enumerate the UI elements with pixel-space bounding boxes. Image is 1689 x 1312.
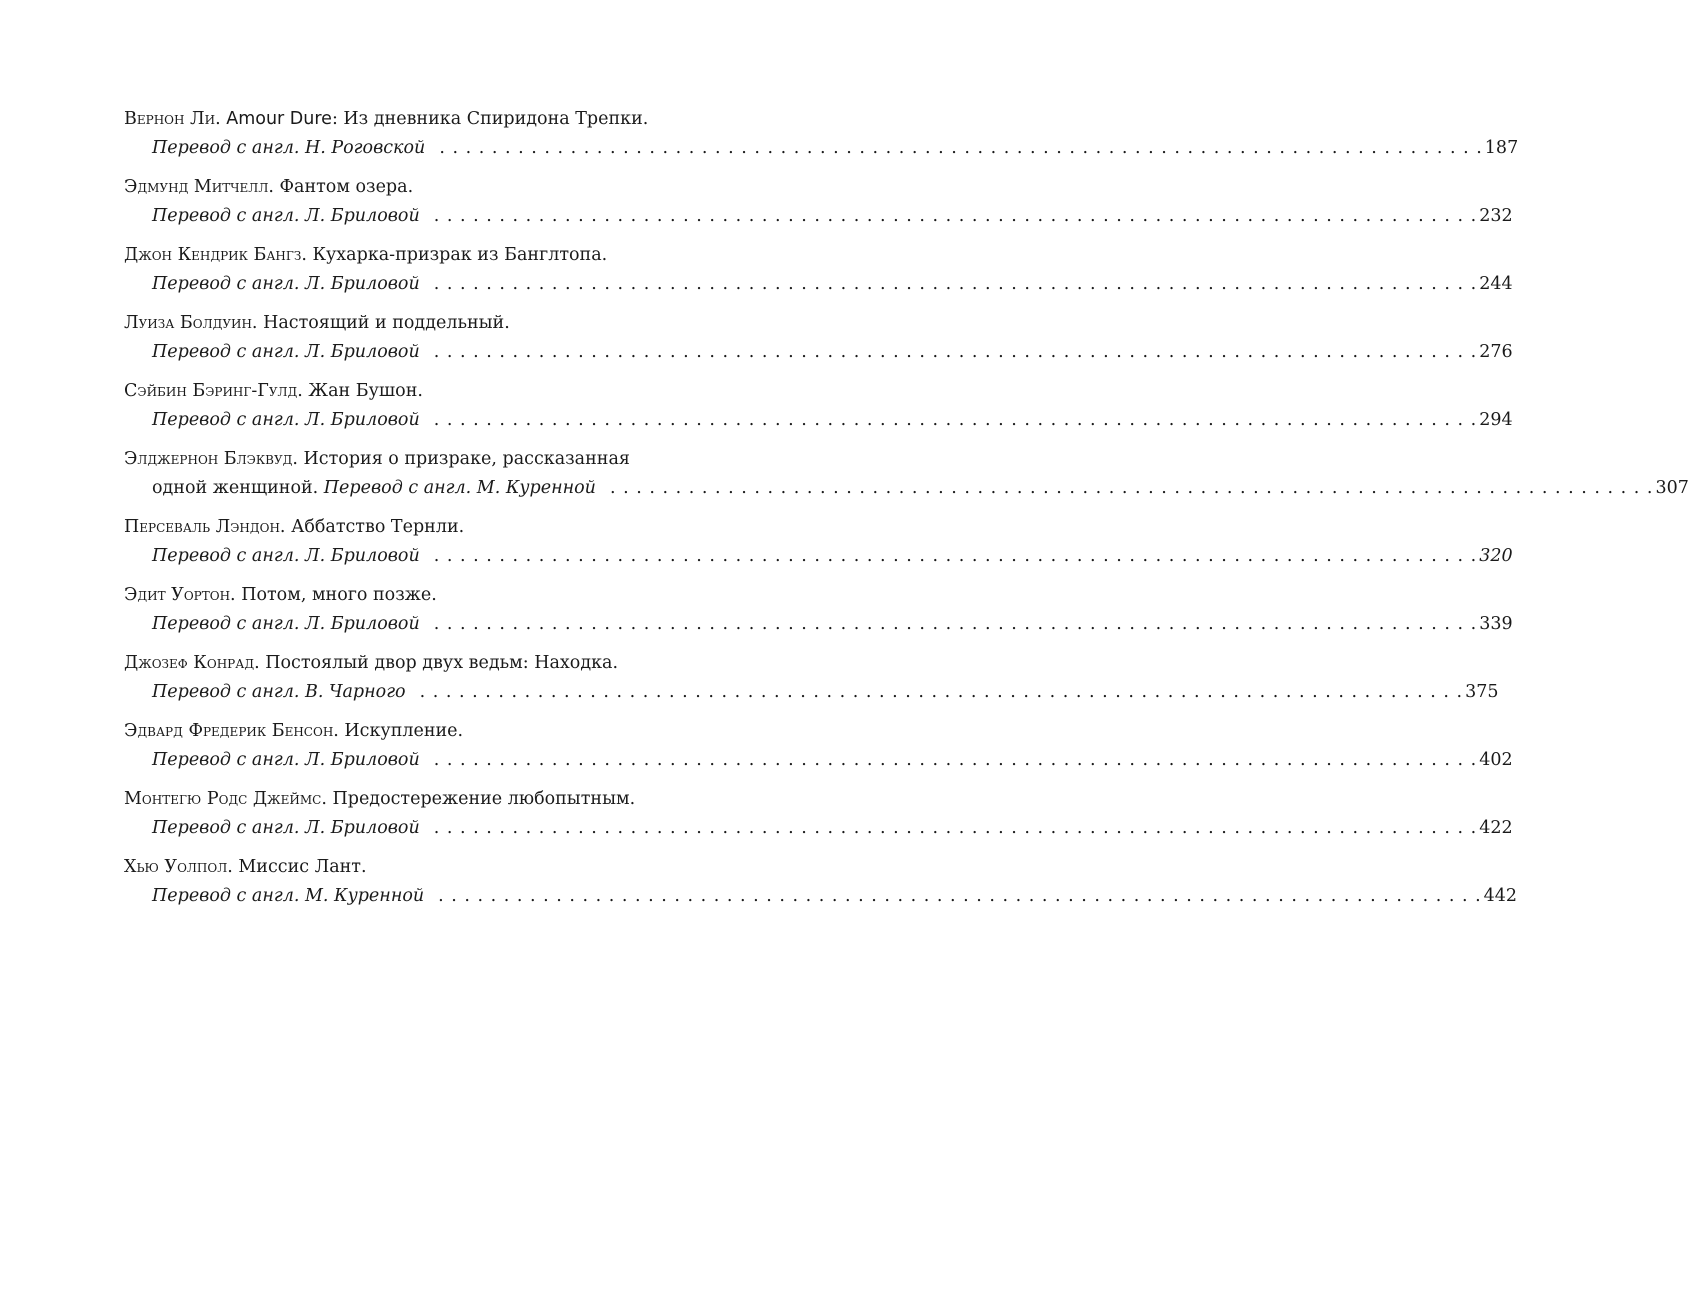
entry-translator-line: [124, 338, 1513, 366]
entry-translator-line: [124, 542, 1513, 570]
page-number: 402: [1479, 750, 1513, 770]
toc-entry: [124, 512, 1513, 580]
page-number: 276: [1479, 342, 1513, 362]
author-name: Персеваль Лэндон.: [124, 517, 286, 537]
dot-leader: . . . . . . . . . . . . . . . . . . . . . . . . . . . . . . . . . . . . . . . . . . . . . . . . . . . . . . . . . . . . . . . . . . . . . . . . . . . . . . . .: [419, 682, 1464, 702]
entry-heading: [124, 716, 761, 746]
toc-entry: [124, 308, 1513, 376]
story-title-part: Amour Dure: [226, 109, 332, 129]
story-title-continuation: одной женщиной.: [152, 478, 319, 498]
toc-entry: [124, 104, 1519, 172]
story-title: : Из дневника Спиридона Трепки.: [331, 109, 649, 129]
author-name: Хью Уолпол.: [124, 857, 233, 877]
story-title: История о призраке, рассказанная: [303, 449, 630, 469]
story-title: Искупление.: [344, 721, 464, 741]
entry-heading: [124, 784, 761, 814]
entry-translator-line: [124, 746, 1513, 774]
translator-credit: Перевод с англ. Л. Бриловой: [152, 546, 420, 566]
toc-entry: [124, 376, 1513, 444]
entry-translator-line: [124, 678, 1499, 706]
entry-heading: [124, 580, 761, 610]
page-number: 339: [1479, 614, 1513, 634]
entry-translator-line: [124, 134, 1519, 162]
translator-credit: Перевод с англ. М. Куренной: [152, 886, 425, 906]
story-title: Фантом озера.: [279, 177, 414, 197]
translator-credit: Перевод с англ. Л. Бриловой: [152, 274, 420, 294]
page-number: 294: [1479, 410, 1513, 430]
entry-translator-line: [124, 202, 1513, 230]
translator-credit: Перевод с англ. Л. Бриловой: [152, 342, 420, 362]
dot-leader: . . . . . . . . . . . . . . . . . . . . . . . . . . . . . . . . . . . . . . . . . . . . . . . . . . . . . . . . . . . . . . . . . . . . . . . . . . . . . . . .: [433, 818, 1478, 838]
entry-heading: [124, 240, 761, 270]
entry-heading: [124, 376, 761, 406]
dot-leader: . . . . . . . . . . . . . . . . . . . . . . . . . . . . . . . . . . . . . . . . . . . . . . . . . . . . . . . . . . . . . . . . . . . . . . . . . . . . . . . .: [433, 206, 1478, 226]
page-number: 320: [1479, 546, 1513, 566]
toc-entry: [124, 852, 1518, 920]
toc-entry: [124, 716, 1513, 784]
author-name: Сэйбин Бэринг-Гулд.: [124, 381, 303, 401]
story-title: Кухарка-призрак из Банглтопа.: [312, 245, 608, 265]
page-number: 375: [1465, 682, 1499, 702]
entry-heading: [124, 308, 761, 338]
entry-heading: [124, 172, 761, 202]
entry-heading: [124, 852, 761, 882]
author-name: Эдит Уортон.: [124, 585, 236, 605]
entry-translator-line: [124, 406, 1513, 434]
author-name: Элджернон Блэквуд.: [124, 449, 298, 469]
author-name: Эдвард Фредерик Бенсон.: [124, 721, 339, 741]
translator-credit: Перевод с англ. Л. Бриловой: [152, 410, 420, 430]
toc-entry: [124, 240, 1513, 308]
translator-credit: Перевод с англ. В. Чарного: [152, 682, 406, 702]
author-name: Луиза Болдуин.: [124, 313, 258, 333]
story-title: Потом, много позже.: [241, 585, 437, 605]
dot-leader: . . . . . . . . . . . . . . . . . . . . . . . . . . . . . . . . . . . . . . . . . . . . . . . . . . . . . . . . . . . . . . . . . . . . . . . . . . . . . . . .: [433, 614, 1478, 634]
toc-entry: [124, 444, 1689, 512]
entry-translator-line: [124, 610, 1513, 638]
author-name: Вернон Ли.: [124, 109, 221, 129]
entry-heading: [124, 648, 761, 678]
page-number: 422: [1479, 818, 1513, 838]
page-number: 442: [1483, 886, 1518, 906]
story-title: Настоящий и поддельный.: [263, 313, 510, 333]
dot-leader: . . . . . . . . . . . . . . . . . . . . . . . . . . . . . . . . . . . . . . . . . . . . . . . . . . . . . . . . . . . . . . . . . . . . . . . . . . . . . . . .: [433, 410, 1478, 430]
entry-translator-line: [124, 270, 1513, 298]
dot-leader: . . . . . . . . . . . . . . . . . . . . . . . . . . . . . . . . . . . . . . . . . . . . . . . . . . . . . . . . . . . . . . . . . . . . . . . . . . . . . . . .: [433, 546, 1478, 566]
story-title: Предостережение любопытным.: [332, 789, 636, 809]
dot-leader: . . . . . . . . . . . . . . . . . . . . . . . . . . . . . . . . . . . . . . . . . . . . . . . . . . . . . . . . . . . . . . . . . . . . . . . . . . . . . . . .: [609, 478, 1654, 498]
story-title: Аббатство Тернли.: [291, 517, 465, 537]
toc-entry: [124, 580, 1513, 648]
translator-credit: Перевод с англ. Н. Роговской: [152, 138, 426, 158]
author-name: Монтегю Родс Джеймс.: [124, 789, 327, 809]
entry-heading: [124, 444, 761, 474]
author-name: Эдмунд Митчелл.: [124, 177, 274, 197]
page-number: 232: [1479, 206, 1513, 226]
toc-entry: [124, 648, 1499, 716]
story-title: Жан Бушон.: [308, 381, 423, 401]
translator-credit: Перевод с англ. Л. Бриловой: [152, 206, 420, 226]
entry-translator-line: [124, 814, 1513, 842]
author-name: Джон Кендрик Бангз.: [124, 245, 307, 265]
page-number: 307: [1655, 478, 1689, 498]
translator-credit: Перевод с англ. Л. Бриловой: [152, 614, 420, 634]
translator-credit: Перевод с англ. М. Куренной: [323, 478, 596, 498]
dot-leader: . . . . . . . . . . . . . . . . . . . . . . . . . . . . . . . . . . . . . . . . . . . . . . . . . . . . . . . . . . . . . . . . . . . . . . . . . . . . . . . .: [439, 138, 1483, 158]
dot-leader: . . . . . . . . . . . . . . . . . . . . . . . . . . . . . . . . . . . . . . . . . . . . . . . . . . . . . . . . . . . . . . . . . . . . . . . . . . . . . . . .: [433, 342, 1478, 362]
dot-leader: . . . . . . . . . . . . . . . . . . . . . . . . . . . . . . . . . . . . . . . . . . . . . . . . . . . . . . . . . . . . . . . . . . . . . . . . . . . . . . . .: [433, 274, 1478, 294]
entry-heading: [124, 512, 761, 542]
dot-leader: . . . . . . . . . . . . . . . . . . . . . . . . . . . . . . . . . . . . . . . . . . . . . . . . . . . . . . . . . . . . . . . . . . . . . . . . . . . . . . . .: [433, 750, 1478, 770]
entry-translator-line: [124, 882, 1518, 910]
dot-leader: . . . . . . . . . . . . . . . . . . . . . . . . . . . . . . . . . . . . . . . . . . . . . . . . . . . . . . . . . . . . . . . . . . . . . . . . . . . . . . . .: [438, 886, 1482, 906]
translator-credit: Перевод с англ. Л. Бриловой: [152, 750, 420, 770]
page-number: 187: [1484, 138, 1519, 158]
story-title: Постоялый двор двух ведьм: Находка.: [265, 653, 619, 673]
toc-entry: [124, 172, 1513, 240]
toc-entry: [124, 784, 1513, 852]
author-name: Джозеф Конрад.: [124, 653, 260, 673]
table-of-contents: [124, 104, 1689, 920]
page-number: 244: [1479, 274, 1513, 294]
translator-credit: Перевод с англ. Л. Бриловой: [152, 818, 420, 838]
entry-heading: [124, 104, 761, 134]
story-title: Миссис Лант.: [238, 857, 367, 877]
entry-translator-line: [124, 474, 1689, 502]
